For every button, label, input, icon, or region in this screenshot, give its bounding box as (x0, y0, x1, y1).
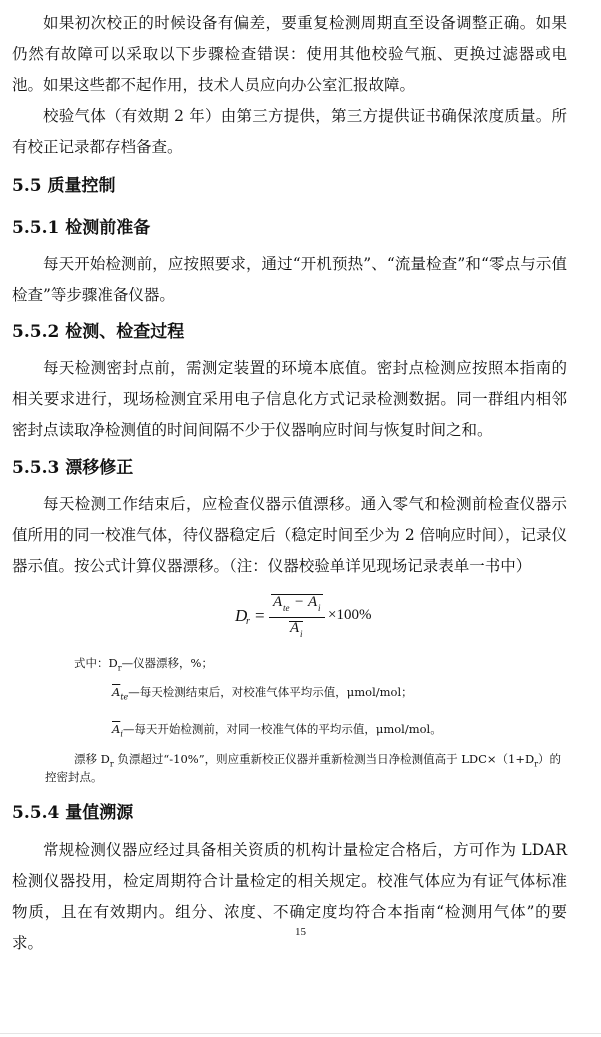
heading-5-5-1: 5.5.1 检测前准备 (12, 218, 151, 238)
page-number: 15 (295, 926, 306, 938)
formula-times: ×100% (328, 607, 372, 623)
formula-den-sub: i (300, 629, 303, 639)
formula-num-b-sub: i (318, 603, 321, 613)
formula-minus: − (295, 594, 304, 610)
note-where: 式中：$D_r—$仪器漂移，%； (74, 656, 213, 673)
formula-num-b: A (308, 594, 318, 610)
formula-equals: = (255, 606, 265, 625)
fraction-bar (269, 617, 325, 618)
paragraph-calibration-gas: 校验气体（有效期 2 年）由第三方提供，第三方提供证书确保浓度质量。所有校正记录都存档备查。 (12, 107, 567, 156)
formula-den: A (290, 620, 300, 636)
note-ate: $\overline{A}_{te}—$每天检测结束后，对校准气体平均示值，μmol/mol； (112, 685, 413, 702)
note-drift-cont: 控密封点。 (45, 770, 103, 784)
paragraph-calibration-retry: 如果初次校正的时候设备有偏差，要重复检测周期直至设备调整正确。如果仍然有故障可以采取以下步骤检查错误：使用其他校验气瓶、更换过滤器或电池。如果这些都不起作用，技术人员应向办公室汇报故障。 (12, 14, 567, 94)
page-bottom-rule (0, 1033, 601, 1034)
paragraph-drift-correction: 每天检测工作结束后，应检查仪器示值漂移。通入零气和检测前检查仪器示值所用的同一校准气体，待仪器稳定后（稳定时间至少为 2 倍响应时间），记录仪器示值。按公式计算仪器漂移。（注：仪器校验单详见现场记录表单一书中） (12, 495, 567, 575)
formula-lhs-sub: r (246, 616, 250, 627)
heading-5-5-2: 5.5.2 检测、检查过程 (12, 322, 185, 342)
note-drift: 漂移 $D_r$ 负漂超过“-10%”，则应重新校正仪器并重新检测当日净检测值高于 $LDC\times(1+D_r)$的 (74, 752, 562, 769)
formula-num-a: A (273, 594, 283, 610)
heading-5-5-3: 5.5.3 漂移修正 (12, 458, 134, 478)
formula-num-a-sub: te (283, 603, 290, 613)
heading-5-5-4: 5.5.4 量值溯源 (12, 803, 134, 823)
drift-formula (235, 594, 385, 644)
note-ai: $\overline{A}_i—$每天开始检测前，对同一校准气体的平均示值，μmol/mol。 (112, 722, 442, 739)
paragraph-inspection-process: 每天检测密封点前，需测定装置的环境本底值。密封点检测应按照本指南的相关要求进行，现场检测宜采用电子信息化方式记录检测数据。同一群组内相邻密封点读取净检测值的时间间隔不少于仪器响应时间与恢复时间之和。 (12, 359, 567, 439)
paragraph-traceability: 常规检测仪器应经过具备相关资质的机构计量检定合格后，方可作为 LDAR 检测仪器投用，检定周期符合计量检定的相关规定。校准气体应为有证气体标准物质，且在有效期内。组分、浓度、不确定度均符合本指南“检测用气体”的要求。 (12, 841, 567, 952)
heading-5-5: 5.5 质量控制 (12, 176, 116, 196)
paragraph-pre-check: 每天开始检测前，应按照要求，通过“开机预热”、“流量检查”和“零点与示值检查”等步骤准备仪器。 (12, 255, 567, 304)
formula-lhs: D (235, 606, 248, 625)
